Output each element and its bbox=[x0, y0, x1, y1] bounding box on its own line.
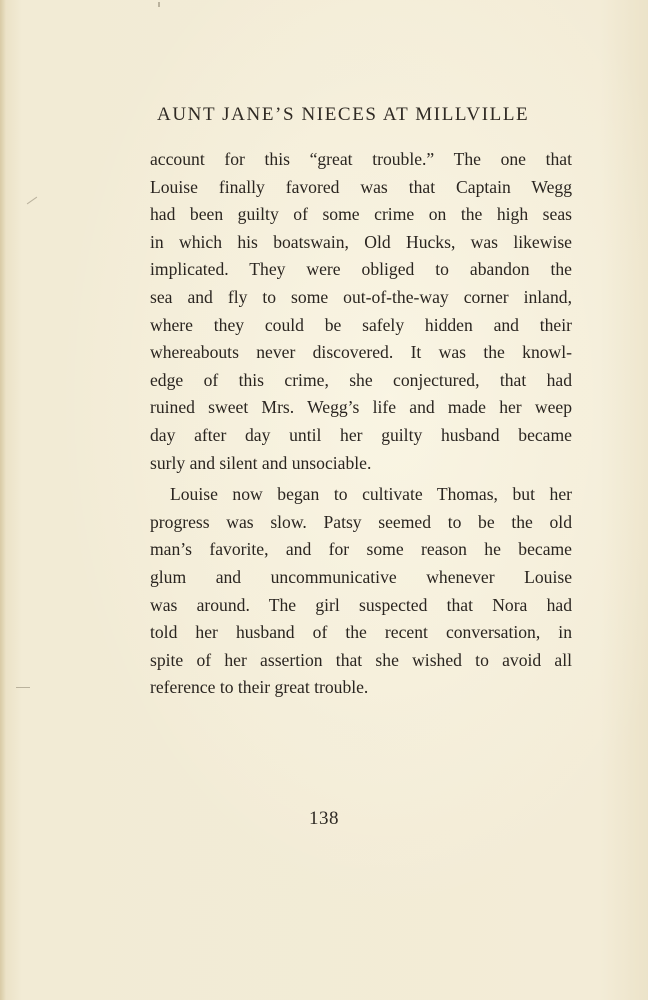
text-line: man’s favorite, and for some reason he became bbox=[150, 539, 572, 560]
text-line: in which his boatswain, Old Hucks, was likewise bbox=[150, 231, 572, 252]
text-line: implicated. They were obliged to abandon the bbox=[150, 259, 572, 280]
body-text bbox=[150, 146, 572, 702]
text-line: surly and silent and unsociable. bbox=[150, 452, 372, 473]
text-line: whereabouts never discovered. It was the knowl- bbox=[150, 342, 572, 363]
text-line: sea and fly to some out-of-the-way corner inland, bbox=[150, 286, 572, 307]
page-number: 138 bbox=[309, 808, 339, 829]
text-line: ruined sweet Mrs. Wegg’s life and made her weep bbox=[150, 397, 572, 418]
text-line: reference to their great trouble. bbox=[150, 677, 369, 698]
text-line: edge of this crime, she conjectured, that had bbox=[150, 369, 572, 390]
text-line: day after day until her guilty husband became bbox=[150, 424, 572, 445]
text-line: progress was slow. Patsy seemed to be the old bbox=[150, 511, 572, 532]
text-line: was around. The girl suspected that Nora had bbox=[150, 594, 572, 615]
text-line: Louise finally favored was that Captain Wegg bbox=[150, 176, 572, 197]
paragraph-2 bbox=[150, 481, 572, 702]
page-gutter-shadow bbox=[0, 0, 6, 1000]
text-line: account for this “great trouble.” The one that bbox=[150, 149, 572, 169]
text-line: told her husband of the recent conversation, in bbox=[150, 622, 572, 643]
margin-dash-mark bbox=[16, 687, 30, 688]
text-line: glum and uncommunicative whenever Louise bbox=[150, 566, 572, 587]
text-line: had been guilty of some crime on the high seas bbox=[150, 204, 572, 225]
margin-tick-mark bbox=[27, 197, 37, 205]
text-line: spite of her assertion that she wished to avoid all bbox=[150, 649, 572, 670]
text-line: Louise now began to cultivate Thomas, but her bbox=[170, 484, 572, 505]
paragraph-1 bbox=[150, 146, 572, 477]
running-head: AUNT JANE’S NIECES AT MILLVILLE bbox=[157, 104, 530, 125]
paper-speck bbox=[158, 2, 160, 7]
text-line: where they could be safely hidden and their bbox=[150, 314, 572, 335]
